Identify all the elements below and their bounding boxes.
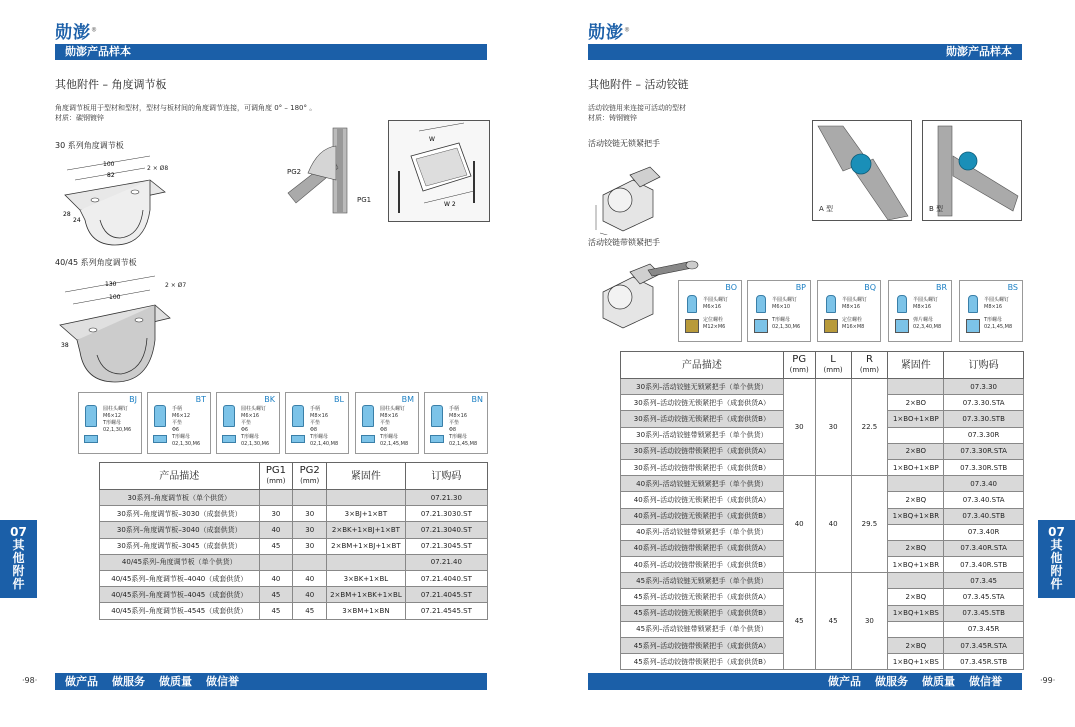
cell-desc: 40系列–活动铰链无锁紧把手（单个供货） (621, 476, 784, 492)
cell-desc: 45系列–活动铰链带锁紧把手（成套供货B） (621, 654, 784, 670)
col-r: R (mm) (851, 352, 888, 379)
fastener-spec: M8×16 (984, 304, 1003, 310)
table-row (100, 603, 488, 619)
cell-desc: 40系列–活动铰链带锁紧把手（成套供货A） (621, 540, 784, 556)
fastener-card-bl (285, 392, 349, 454)
hinge-type-b-photo (922, 120, 1022, 221)
fastener-spec: T形螺母 (172, 434, 191, 440)
svg-text:130: 130 (105, 281, 117, 288)
cell-pg2: 30 (293, 506, 327, 522)
cell-desc: 40系列–活动铰链带锁紧把手（单个供货） (621, 524, 784, 540)
cell-l: 40 (815, 476, 851, 573)
cell-r: 22.5 (851, 379, 888, 476)
fastener-spec: T形螺母 (241, 434, 260, 440)
col-pg1: PG1 (mm) (259, 463, 293, 490)
page-banner: 勋澎产品样本 (55, 44, 487, 60)
svg-text:100: 100 (103, 161, 115, 168)
t-nut-icon (361, 435, 375, 443)
cell-desc: 30系列–活动铰链带锁紧把手（成套供货B） (621, 459, 784, 475)
col-fastener: 紧固件 (327, 463, 406, 490)
cell-desc: 40/45系列–角度调节板–4045（成套供货） (100, 587, 260, 603)
cell-pg2 (293, 490, 327, 506)
footer-slogan: 做服务 (112, 675, 145, 688)
sub-heading-4045: 40/45 系列角度调节板 (55, 258, 137, 267)
t-nut-icon (291, 435, 305, 443)
footer-slogan: 做产品 (65, 675, 98, 688)
cell-desc: 30系列–活动铰链无锁紧把手（成套供货A） (621, 395, 784, 411)
cell-fastener: 2×BM+1×BK+1×BL (327, 587, 406, 603)
col-pg2: PG2 (mm) (293, 463, 327, 490)
cell-fastener: 1×BO+1×BP (888, 411, 944, 427)
table-row (100, 570, 488, 586)
fastener-spec: 平垫 (449, 420, 460, 426)
fastener-spec: 定位螺栓 (703, 317, 724, 323)
angle-plate-order-table (99, 462, 488, 620)
fastener-card-bn (424, 392, 488, 454)
fastener-spec: M6×12 (103, 413, 122, 419)
fastener-spec: T形螺母 (984, 317, 1003, 323)
cell-fastener: 2×BQ (888, 638, 944, 654)
sub-heading-30: 30 系列角度调节板 (55, 141, 124, 150)
footer-slogan: 做信誉 (206, 675, 239, 688)
col-order: 订购码 (944, 352, 1024, 379)
table-row (100, 490, 488, 506)
fastener-card-bj (78, 392, 142, 454)
cell-desc: 45系列–活动铰链无锁紧把手（单个供货） (621, 573, 784, 589)
fastener-spec: T形螺母 (449, 434, 468, 440)
cell-order: 07.3.40.STB (944, 508, 1024, 524)
svg-text:82: 82 (107, 172, 115, 179)
fastener-code: BQ (864, 283, 876, 292)
footer-slogan: 做质量 (159, 675, 192, 688)
fastener-spec: M16×M8 (842, 324, 865, 330)
bolt-icon (687, 295, 697, 313)
page-banner: 勋澎产品样本 (588, 44, 1022, 60)
fastener-spec: 手柄 (449, 406, 460, 412)
cell-order: 07.3.30R (944, 427, 1024, 443)
cell-order: 07.21.40 (405, 554, 487, 570)
sub-heading-lock: 活动铰链带锁紧把手 (588, 238, 660, 247)
table-row (100, 554, 488, 570)
fastener-spec: 平垫 (241, 420, 252, 426)
fastener-spec: M6×16 (703, 304, 722, 310)
cell-desc: 40系列–活动铰链无锁紧把手（成套供货B） (621, 508, 784, 524)
fastener-card-bm (355, 392, 419, 454)
cell-fastener: 1×BQ+1×BR (888, 557, 944, 573)
fastener-code: BT (195, 395, 206, 404)
right-page (538, 0, 1075, 727)
col-order: 订购码 (405, 463, 487, 490)
type-b-caption: B 型 (929, 205, 944, 213)
cell-desc: 40/45系列–角度调节板–4545（成套供货） (100, 603, 260, 619)
cell-fastener: 2×BO (888, 395, 944, 411)
cell-order: 07.21.4040.ST (405, 570, 487, 586)
fastener-spec: Φ8 (449, 427, 457, 433)
footer-slogan: 做质量 (922, 675, 955, 688)
hole-label-2: 2 × Ø7 (165, 282, 187, 289)
bolt-icon (756, 295, 766, 313)
t-nut-icon (895, 319, 909, 333)
bolt-icon (85, 405, 97, 427)
cell-fastener: 2×BO (888, 443, 944, 459)
t-nut-icon (966, 319, 980, 333)
cell-order: 07.3.30.STA (944, 395, 1024, 411)
cell-pg2: 45 (293, 603, 327, 619)
table-row (621, 573, 1024, 589)
cell-fastener: 2×BM+1×BJ+1×BT (327, 538, 406, 554)
fastener-spec: 手柄 (310, 406, 321, 412)
fastener-spec: 02,1,30,M6 (103, 427, 132, 433)
svg-text:28: 28 (63, 211, 71, 218)
fastener-spec: 02,3,40,M8 (913, 324, 942, 330)
cell-fastener: 1×BQ+1×BS (888, 605, 944, 621)
cell-l: 30 (815, 379, 851, 476)
cell-fastener: 3×BM+1×BN (327, 603, 406, 619)
fastener-spec: T形螺母 (772, 317, 791, 323)
t-nut-icon (222, 435, 236, 443)
cell-order: 07.21.3030.ST (405, 506, 487, 522)
cell-fastener (327, 554, 406, 570)
fastener-code: BP (795, 283, 806, 292)
fastener-card-bq (817, 280, 881, 342)
chapter-tab: 07 其 他 附 件 (0, 520, 37, 598)
cell-fastener: 2×BK+1×BJ+1×BT (327, 522, 406, 538)
cell-fastener: 2×BQ (888, 589, 944, 605)
panel-mount-diagram (388, 120, 490, 222)
description: 角度调节板用于型材和型材，型材与板材间的角度调节连接，可调角度 0° – 180° 。 材质：碳钢镀锌 (55, 104, 317, 122)
cell-order: 07.3.45R (944, 621, 1024, 637)
cell-fastener: 2×BQ (888, 540, 944, 556)
fastener-spec: 圆柱头螺钉 (241, 406, 267, 412)
cell-fastener: 1×BQ+1×BS (888, 654, 944, 670)
fastener-spec: M8×16 (449, 413, 468, 419)
cell-desc: 45系列–活动铰链带锁紧把手（成套供货A） (621, 638, 784, 654)
cell-fastener: 1×BO+1×BP (888, 459, 944, 475)
handle-icon (154, 405, 166, 427)
fastener-code: BJ (129, 395, 137, 404)
footer-slogan: 做服务 (875, 675, 908, 688)
cell-desc: 30系列–角度调节板–3040（成套供货） (100, 522, 260, 538)
cell-desc: 30系列–活动铰链无锁紧把手（成套供货B） (621, 411, 784, 427)
fastener-code: BR (935, 283, 947, 292)
fastener-spec: 02,1,45,M8 (449, 441, 478, 447)
cell-fastener (888, 573, 944, 589)
section-title: 其他附件 – 角度调节板 (55, 78, 167, 91)
fastener-spec: T形螺母 (310, 434, 329, 440)
cell-r: 30 (851, 573, 888, 670)
cell-order: 07.3.40R.STB (944, 557, 1024, 573)
cell-fastener (888, 621, 944, 637)
cell-desc: 45系列–活动铰链无锁紧把手（成套供货B） (621, 605, 784, 621)
description: 活动铰链用来连接可活动的型材 材质：铸钢镀锌 (588, 104, 686, 122)
cell-pg1: 45 (259, 603, 293, 619)
col-l: L (mm) (815, 352, 851, 379)
cell-desc: 30系列–角度调节板（单个供货） (100, 490, 260, 506)
fastener-spec: M6×12 (172, 413, 191, 419)
cell-order: 07.3.45R.STA (944, 638, 1024, 654)
col-desc: 产品描述 (100, 463, 260, 490)
footer-bar (588, 673, 1022, 690)
svg-text:38: 38 (61, 342, 69, 349)
bolt-icon (362, 405, 374, 427)
sub-heading-nolock: 活动铰链无锁紧把手 (588, 139, 660, 148)
fastener-spec: Φ6 (172, 427, 180, 433)
hinge-nolock-drawing (588, 155, 668, 235)
cell-order: 07.21.3045.ST (405, 538, 487, 554)
cell-pg1: 40 (259, 570, 293, 586)
cell-pg2 (293, 554, 327, 570)
section-title: 其他附件 – 活动铰链 (588, 78, 689, 91)
fastener-spec: M8×16 (380, 413, 399, 419)
fastener-spec: Φ8 (310, 427, 318, 433)
fastener-spec: 半圆头螺钉 (772, 297, 798, 303)
fastener-code: BN (471, 395, 483, 404)
fastener-card-bp (747, 280, 811, 342)
col-desc: 产品描述 (621, 352, 784, 379)
fastener-spec: M8×16 (913, 304, 932, 310)
cell-l: 45 (815, 573, 851, 670)
cell-order: 07.3.45.STB (944, 605, 1024, 621)
fastener-code: BL (334, 395, 344, 404)
cell-desc: 30系列–活动铰链带锁紧把手（成套供货A） (621, 443, 784, 459)
cell-r: 29.5 (851, 476, 888, 573)
cell-order: 07.21.4545.ST (405, 603, 487, 619)
fastener-spec: 半圆头螺钉 (913, 297, 939, 303)
footer-slogan: 做产品 (828, 675, 861, 688)
fastener-spec: M6×10 (772, 304, 791, 310)
fastener-spec: 半圆头螺钉 (984, 297, 1010, 303)
cell-order: 07.3.40R (944, 524, 1024, 540)
cell-order: 07.3.30 (944, 379, 1024, 395)
fastener-code: BS (1007, 283, 1018, 292)
t-nut-icon (754, 319, 768, 333)
cell-fastener (888, 476, 944, 492)
fastener-card-bt (147, 392, 211, 454)
cell-pg1: 45 (259, 587, 293, 603)
cell-fastener: 2×BQ (888, 492, 944, 508)
fastener-spec: 平垫 (380, 420, 391, 426)
cell-fastener (327, 490, 406, 506)
cell-pg1: 30 (259, 506, 293, 522)
cell-order: 07.3.30R.STA (944, 443, 1024, 459)
cell-pg1 (259, 554, 293, 570)
fastener-spec: 定位螺栓 (842, 317, 863, 323)
bolt-icon (223, 405, 235, 427)
fastener-spec: 02,1,30,M6 (772, 324, 801, 330)
cell-order: 07.3.30.STB (944, 411, 1024, 427)
cell-fastener: 3×BK+1×BL (327, 570, 406, 586)
fastener-card-bk (216, 392, 280, 454)
cell-desc: 40/45系列–角度调节板–4040（成套供货） (100, 570, 260, 586)
fastener-spec: 手柄 (172, 406, 183, 412)
cell-fastener: 3×BJ+1×BT (327, 506, 406, 522)
table-row (621, 476, 1024, 492)
fastener-spec: 半圆头螺钉 (842, 297, 868, 303)
handle-icon (431, 405, 443, 427)
footer-bar (55, 673, 487, 690)
cell-pg1: 45 (259, 538, 293, 554)
spring-icon (824, 319, 838, 333)
svg-text:24: 24 (73, 217, 81, 224)
cell-pg2: 30 (293, 538, 327, 554)
chapter-tab: 07 其 他 附 件 (1038, 520, 1075, 598)
fastener-spec: 02,1,30,M6 (241, 441, 270, 447)
cell-fastener (888, 524, 944, 540)
col-pg: PG (mm) (783, 352, 815, 379)
brand-logo: 勋澎® (588, 23, 631, 43)
fastener-spec: 平垫 (310, 420, 321, 426)
table-row (621, 379, 1024, 395)
hole-label: 2 × Ø8 (147, 165, 169, 172)
cell-order: 07.21.30 (405, 490, 487, 506)
fastener-spec: 02,1,45,M8 (380, 441, 409, 447)
fastener-code: BK (264, 395, 275, 404)
cell-pg2: 40 (293, 570, 327, 586)
cell-fastener (888, 379, 944, 395)
cell-desc: 40/45系列–角度调节板（单个供货） (100, 554, 260, 570)
table-row (100, 538, 488, 554)
handle-icon (292, 405, 304, 427)
fastener-spec: T形螺母 (103, 420, 122, 426)
t-nut-icon (153, 435, 167, 443)
page-number: ·99· (1040, 676, 1056, 685)
cell-desc: 30系列–活动铰链无锁紧把手（单个供货） (621, 379, 784, 395)
svg-text:100: 100 (109, 294, 121, 301)
cell-desc: 40系列–活动铰链无锁紧把手（成套供货A） (621, 492, 784, 508)
cell-order: 07.3.40.STA (944, 492, 1024, 508)
cell-order: 07.3.45.STA (944, 589, 1024, 605)
cell-desc: 45系列–活动铰链带锁紧把手（单个供货） (621, 621, 784, 637)
fastener-card-bs (959, 280, 1023, 342)
cell-order: 07.3.40R.STA (944, 540, 1024, 556)
spring-icon (685, 319, 699, 333)
cell-order: 07.21.4045.ST (405, 587, 487, 603)
fastener-spec: M12×M6 (703, 324, 726, 330)
fastener-spec: Φ8 (380, 427, 388, 433)
cell-fastener: 1×BQ+1×BR (888, 508, 944, 524)
pg1-label: PG1 (357, 196, 372, 204)
cell-pg2: 40 (293, 587, 327, 603)
bolt-icon (968, 295, 978, 313)
fastener-card-bo (678, 280, 742, 342)
fastener-spec: 平垫 (172, 420, 183, 426)
fastener-spec: 圆柱头螺钉 (103, 406, 129, 412)
fastener-spec: M8×16 (842, 304, 861, 310)
brand-logo: 勋澎® (55, 23, 98, 43)
cell-pg1: 40 (259, 522, 293, 538)
fastener-spec: 圆柱头螺钉 (380, 406, 406, 412)
table-row (100, 587, 488, 603)
t-nut-icon (430, 435, 444, 443)
fastener-spec: 弹片螺母 (913, 317, 934, 323)
fastener-spec: 02,1,45,M8 (984, 324, 1013, 330)
cell-desc: 30系列–角度调节板–3045（成套供货） (100, 538, 260, 554)
hinge-order-table (620, 351, 1024, 670)
table-row (100, 522, 488, 538)
t-nut-icon (84, 435, 98, 443)
cell-pg: 30 (783, 379, 815, 476)
fastener-card-br (888, 280, 952, 342)
pg2-label: PG2 (287, 168, 302, 176)
fastener-spec: 半圆头螺钉 (703, 297, 729, 303)
cell-pg2: 30 (293, 522, 327, 538)
cell-order: 07.3.45 (944, 573, 1024, 589)
bolt-icon (826, 295, 836, 313)
hinge-type-a-photo (812, 120, 912, 221)
cell-pg: 45 (783, 573, 815, 670)
cell-desc: 30系列–活动铰链带锁紧把手（单个供货） (621, 427, 784, 443)
fastener-spec: M6×16 (241, 413, 260, 419)
cell-desc: 30系列–角度调节板–3030（成套供货） (100, 506, 260, 522)
cell-desc: 40系列–活动铰链带锁紧把手（成套供货B） (621, 557, 784, 573)
cell-order: 07.3.30R.STB (944, 459, 1024, 475)
table-row (100, 506, 488, 522)
cell-order: 07.21.3040.ST (405, 522, 487, 538)
type-a-caption: A 型 (819, 205, 834, 213)
col-fastener: 紧固件 (888, 352, 944, 379)
page-number: ·98· (22, 676, 38, 685)
fastener-spec: 02,1,30,M6 (172, 441, 201, 447)
fastener-spec: Φ6 (241, 427, 249, 433)
bolt-icon (897, 295, 907, 313)
cell-desc: 45系列–活动铰链无锁紧把手（成套供货A） (621, 589, 784, 605)
angle-plate-30-drawing (55, 150, 205, 250)
fastener-code: BM (401, 395, 414, 404)
fastener-code: BO (725, 283, 737, 292)
cell-fastener (888, 427, 944, 443)
cell-order: 07.3.45R.STB (944, 654, 1024, 670)
cell-pg: 40 (783, 476, 815, 573)
cell-pg1 (259, 490, 293, 506)
footer-slogan: 做信誉 (969, 675, 1002, 688)
fastener-spec: T形螺母 (380, 434, 399, 440)
left-page (0, 0, 537, 727)
svg-text:W: W (429, 136, 435, 143)
fastener-spec: 02,1,40,M8 (310, 441, 339, 447)
svg-text:W 2: W 2 (444, 201, 456, 208)
cell-order: 07.3.40 (944, 476, 1024, 492)
fastener-spec: M8×16 (310, 413, 329, 419)
